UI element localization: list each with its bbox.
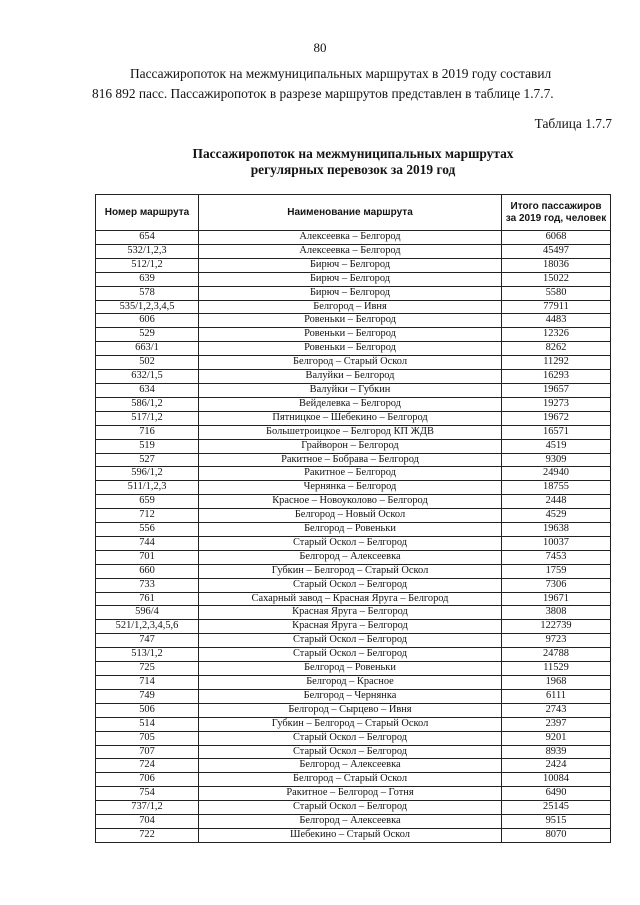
route-name-cell: Чернянка – Белгород	[199, 481, 502, 495]
route-name-cell: Вейделевка – Белгород	[199, 397, 502, 411]
table-row	[96, 328, 611, 342]
route-number-cell: 733	[96, 578, 199, 592]
route-name-cell: Старый Оскол – Белгород	[199, 536, 502, 550]
passengers-cell: 19273	[502, 397, 611, 411]
passengers-cell: 1759	[502, 564, 611, 578]
passengers-cell: 10037	[502, 536, 611, 550]
route-number-cell: 535/1,2,3,4,5	[96, 300, 199, 314]
table-row	[96, 689, 611, 703]
route-number-cell: 514	[96, 717, 199, 731]
page-number: 80	[313, 40, 327, 55]
passengers-cell: 9515	[502, 815, 611, 829]
table-row	[96, 620, 611, 634]
passengers-cell: 1968	[502, 676, 611, 690]
table-row	[96, 272, 611, 286]
route-name-cell: Ракитное – Бобрава – Белгород	[199, 453, 502, 467]
table-label: Таблица 1.7.7	[534, 116, 612, 131]
route-name-cell: Белгород – Чернянка	[199, 689, 502, 703]
route-name-cell: Белгород – Алексеевка	[199, 550, 502, 564]
route-name-cell: Валуйки – Губкин	[199, 383, 502, 397]
intro-paragraph	[92, 64, 614, 104]
route-name-cell: Ракитное – Белгород – Готня	[199, 787, 502, 801]
route-name-cell: Валуйки – Белгород	[199, 370, 502, 384]
passengers-cell: 2448	[502, 495, 611, 509]
table-row	[96, 523, 611, 537]
table-row	[96, 342, 611, 356]
passengers-cell: 4519	[502, 439, 611, 453]
route-name-cell: Ровеньки – Белгород	[199, 342, 502, 356]
passengers-cell: 19672	[502, 411, 611, 425]
table-row	[96, 286, 611, 300]
table-row	[96, 801, 611, 815]
passengers-cell: 19638	[502, 523, 611, 537]
route-number-cell: 744	[96, 536, 199, 550]
route-name-cell: Бирюч – Белгород	[199, 272, 502, 286]
table-row	[96, 815, 611, 829]
route-number-cell: 632/1,5	[96, 370, 199, 384]
passengers-cell: 3808	[502, 606, 611, 620]
table-row	[96, 439, 611, 453]
route-name-cell: Белгород – Новый Оскол	[199, 509, 502, 523]
route-number-cell: 502	[96, 356, 199, 370]
table-row	[96, 453, 611, 467]
route-name-cell: Старый Оскол – Белгород	[199, 801, 502, 815]
passengers-cell: 6111	[502, 689, 611, 703]
header-route-name: Наименование маршрута	[199, 195, 502, 231]
route-name-cell: Ровеньки – Белгород	[199, 328, 502, 342]
passengers-cell: 45497	[502, 244, 611, 258]
passengers-cell: 2743	[502, 703, 611, 717]
header-passengers-total: Итого пассажиров за 2019 год, человек	[502, 195, 611, 231]
passengers-cell: 18036	[502, 258, 611, 272]
route-name-cell: Ровеньки – Белгород	[199, 314, 502, 328]
table-row	[96, 370, 611, 384]
table-row	[96, 550, 611, 564]
passengers-cell: 7306	[502, 578, 611, 592]
route-number-cell: 707	[96, 745, 199, 759]
route-number-cell: 749	[96, 689, 199, 703]
table-title-line-2: регулярных перевозок за 2019 год	[250, 162, 456, 177]
passengers-cell: 12326	[502, 328, 611, 342]
passengers-cell: 16571	[502, 425, 611, 439]
route-name-cell: Старый Оскол – Белгород	[199, 648, 502, 662]
route-name-cell: Пятницкое – Шебекино – Белгород	[199, 411, 502, 425]
route-number-cell: 701	[96, 550, 199, 564]
passengers-cell: 24788	[502, 648, 611, 662]
table-row	[96, 759, 611, 773]
passengers-cell: 11292	[502, 356, 611, 370]
table-row	[96, 606, 611, 620]
passengers-cell: 24940	[502, 467, 611, 481]
routes-table-body	[96, 231, 611, 843]
passengers-cell: 25145	[502, 801, 611, 815]
passengers-cell: 77911	[502, 300, 611, 314]
route-name-cell: Белгород – Сырцево – Ивня	[199, 703, 502, 717]
passengers-cell: 6068	[502, 231, 611, 245]
table-title-line-1: Пассажиропоток на межмуниципальных маршрутах	[192, 146, 514, 161]
route-number-cell: 714	[96, 676, 199, 690]
route-name-cell: Губкин – Белгород – Старый Оскол	[199, 717, 502, 731]
route-number-cell: 634	[96, 383, 199, 397]
route-number-cell: 725	[96, 662, 199, 676]
passengers-cell: 8070	[502, 828, 611, 842]
passengers-cell: 16293	[502, 370, 611, 384]
route-number-cell: 578	[96, 286, 199, 300]
table-header-row	[96, 195, 611, 231]
route-number-cell: 527	[96, 453, 199, 467]
table-row	[96, 397, 611, 411]
route-number-cell: 659	[96, 495, 199, 509]
route-name-cell: Белгород – Красное	[199, 676, 502, 690]
route-number-cell: 556	[96, 523, 199, 537]
table-row	[96, 703, 611, 717]
route-number-cell: 705	[96, 731, 199, 745]
table-row	[96, 634, 611, 648]
route-number-cell: 706	[96, 773, 199, 787]
table-row	[96, 495, 611, 509]
route-name-cell: Белгород – Ровеньки	[199, 523, 502, 537]
route-number-cell: 737/1,2	[96, 801, 199, 815]
passengers-cell: 9201	[502, 731, 611, 745]
route-number-cell: 512/1,2	[96, 258, 199, 272]
route-number-cell: 606	[96, 314, 199, 328]
table-row	[96, 745, 611, 759]
table-row	[96, 481, 611, 495]
routes-table	[95, 194, 611, 843]
route-name-cell: Алексеевка – Белгород	[199, 244, 502, 258]
route-name-cell: Грайворон – Белгород	[199, 439, 502, 453]
route-number-cell: 654	[96, 231, 199, 245]
route-name-cell: Бирюч – Белгород	[199, 286, 502, 300]
table-row	[96, 425, 611, 439]
passengers-cell: 4483	[502, 314, 611, 328]
route-name-cell: Старый Оскол – Белгород	[199, 745, 502, 759]
route-number-cell: 754	[96, 787, 199, 801]
route-number-cell: 724	[96, 759, 199, 773]
route-number-cell: 761	[96, 592, 199, 606]
table-title	[92, 146, 614, 178]
route-name-cell: Белгород – Ровеньки	[199, 662, 502, 676]
route-number-cell: 529	[96, 328, 199, 342]
passengers-cell: 11529	[502, 662, 611, 676]
passengers-cell: 9309	[502, 453, 611, 467]
passengers-cell: 7453	[502, 550, 611, 564]
table-row	[96, 564, 611, 578]
table-row	[96, 383, 611, 397]
route-name-cell: Белгород – Алексеевка	[199, 815, 502, 829]
table-row	[96, 787, 611, 801]
route-number-cell: 521/1,2,3,4,5,6	[96, 620, 199, 634]
route-number-cell: 586/1,2	[96, 397, 199, 411]
table-row	[96, 578, 611, 592]
passengers-cell: 2397	[502, 717, 611, 731]
table-row	[96, 648, 611, 662]
passengers-cell: 2424	[502, 759, 611, 773]
route-number-cell: 596/1,2	[96, 467, 199, 481]
route-number-cell: 532/1,2,3	[96, 244, 199, 258]
passengers-cell: 19657	[502, 383, 611, 397]
intro-line-2: 816 892 пасс. Пассажиропоток в разрезе маршрутов представлен в таблице 1.7.7.	[92, 86, 554, 101]
route-name-cell: Красная Яруга – Белгород	[199, 606, 502, 620]
table-row	[96, 662, 611, 676]
route-name-cell: Старый Оскол – Белгород	[199, 731, 502, 745]
route-number-cell: 596/4	[96, 606, 199, 620]
route-number-cell: 663/1	[96, 342, 199, 356]
passengers-cell: 122739	[502, 620, 611, 634]
route-name-cell: Губкин – Белгород – Старый Оскол	[199, 564, 502, 578]
passengers-cell: 5580	[502, 286, 611, 300]
route-number-cell: 639	[96, 272, 199, 286]
route-name-cell: Белгород – Старый Оскол	[199, 356, 502, 370]
route-name-cell: Старый Оскол – Белгород	[199, 634, 502, 648]
route-name-cell: Старый Оскол – Белгород	[199, 578, 502, 592]
table-row	[96, 300, 611, 314]
route-name-cell: Шебекино – Старый Оскол	[199, 828, 502, 842]
table-row	[96, 356, 611, 370]
table-row	[96, 592, 611, 606]
route-name-cell: Белгород – Старый Оскол	[199, 773, 502, 787]
table-row	[96, 509, 611, 523]
route-number-cell: 513/1,2	[96, 648, 199, 662]
table-row	[96, 536, 611, 550]
route-number-cell: 517/1,2	[96, 411, 199, 425]
route-name-cell: Бирюч – Белгород	[199, 258, 502, 272]
passengers-cell: 9723	[502, 634, 611, 648]
passengers-cell: 18755	[502, 481, 611, 495]
intro-line-1: Пассажиропоток на межмуниципальных маршрутах в 2019 году составил	[130, 66, 552, 81]
route-name-cell: Белгород – Алексеевка	[199, 759, 502, 773]
passengers-cell: 6490	[502, 787, 611, 801]
table-row	[96, 231, 611, 245]
route-name-cell: Белгород – Ивня	[199, 300, 502, 314]
route-number-cell: 704	[96, 815, 199, 829]
route-number-cell: 747	[96, 634, 199, 648]
route-number-cell: 519	[96, 439, 199, 453]
passengers-cell: 15022	[502, 272, 611, 286]
route-number-cell: 722	[96, 828, 199, 842]
passengers-cell: 8939	[502, 745, 611, 759]
route-name-cell: Алексеевка – Белгород	[199, 231, 502, 245]
passengers-cell: 4529	[502, 509, 611, 523]
route-number-cell: 506	[96, 703, 199, 717]
route-name-cell: Красное – Новоуколово – Белгород	[199, 495, 502, 509]
table-row	[96, 731, 611, 745]
table-row	[96, 258, 611, 272]
table-row	[96, 411, 611, 425]
table-row	[96, 244, 611, 258]
route-name-cell: Красная Яруга – Белгород	[199, 620, 502, 634]
header-route-number: Номер маршрута	[96, 195, 199, 231]
route-number-cell: 511/1,2,3	[96, 481, 199, 495]
passengers-cell: 10084	[502, 773, 611, 787]
route-name-cell: Большетроицкое – Белгород КП ЖДВ	[199, 425, 502, 439]
table-row	[96, 773, 611, 787]
table-row	[96, 828, 611, 842]
table-row	[96, 717, 611, 731]
passengers-cell: 8262	[502, 342, 611, 356]
passengers-cell: 19671	[502, 592, 611, 606]
table-row	[96, 676, 611, 690]
table-row	[96, 314, 611, 328]
table-row	[96, 467, 611, 481]
route-name-cell: Сахарный завод – Красная Яруга – Белгород	[199, 592, 502, 606]
route-number-cell: 716	[96, 425, 199, 439]
route-number-cell: 660	[96, 564, 199, 578]
route-name-cell: Ракитное – Белгород	[199, 467, 502, 481]
route-number-cell: 712	[96, 509, 199, 523]
